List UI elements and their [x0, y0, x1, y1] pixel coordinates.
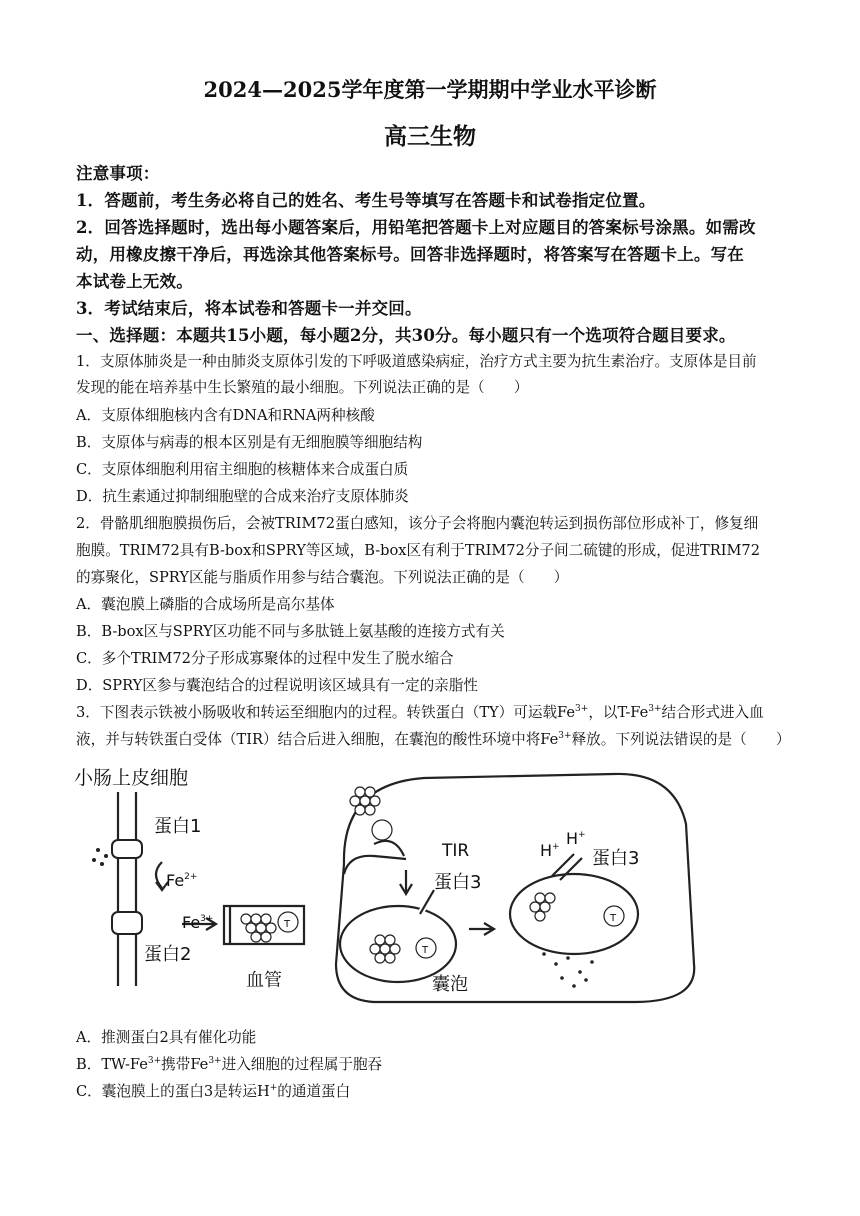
- label-h-2: H+: [566, 829, 586, 848]
- protein-2: [112, 912, 142, 934]
- q2-stem-line-2: 胞膜。TRIM72具有B-box和SPRY等区域，B-box区有利于TRIM72分子间二硫键的形成，促进TRIM72: [76, 542, 760, 559]
- label-t-vesicle-2: T: [610, 913, 617, 924]
- q3-stem-line-1: 3．下图表示铁被小肠吸收和转运至细胞内的过程。转铁蛋白（TY）可运载$Fe^{3+}$，以$T-Fe^{3+}$结合形式进入血: [76, 704, 764, 721]
- label-tir: TIR: [442, 841, 470, 861]
- label-t-vesicle-1: T: [422, 945, 429, 956]
- q3-option-c: C．囊泡膜上的蛋白3是转运H+的通道蛋白: [76, 1083, 351, 1100]
- tir-receptor: [374, 841, 404, 856]
- q3-option-a: A．推测蛋白2具有催化功能: [76, 1029, 257, 1046]
- label-protein-3-vesicle-1: 蛋白3: [434, 872, 482, 893]
- notice-item-2-line-2: 动，用橡皮擦干净后，再选涂其他答案标号。回答非选择题时，将答案写在答题卡上。写在: [76, 245, 744, 264]
- notice-item-2-line-3: 本试卷上无效。: [76, 272, 193, 291]
- q2-stem-line-1: 2．骨骼肌细胞膜损伤后，会被TRIM72蛋白感知，该分子会将胞内囊泡转运到损伤部位形成补丁，修复细: [76, 515, 759, 532]
- label-vesicle: 囊泡: [432, 974, 468, 995]
- notice-item-1: 1．答题前，考生务必将自己的姓名、考生号等填写在答题卡和试卷指定位置。: [76, 191, 656, 210]
- q1-option-a: A．支原体细胞核内含有DNA和RNA两种核酸: [76, 407, 375, 424]
- q1-stem-line-2: 发现的能在培养基中生长繁殖的最小细胞。下列说法正确的是（ ）: [76, 379, 529, 396]
- protein-3-channel: [552, 854, 574, 876]
- q1-option-b: B．支原体与病毒的根本区别是有无细胞膜等细胞结构: [76, 434, 423, 451]
- label-protein-1: 蛋白1: [154, 816, 202, 837]
- label-fe2: $Fe^{2+}$: [166, 871, 198, 890]
- q3-stem-line-2: 液，并与转铁蛋白受体（TIR）结合后进入细胞，在囊泡的酸性环境中将$Fe^{3+}$释放。下列说法错误的是（ ）: [76, 731, 791, 748]
- exam-subject: 高三生物: [384, 123, 476, 150]
- q1-option-c: C．支原体细胞利用宿主细胞的核糖体来合成蛋白质: [76, 461, 409, 478]
- section-1-heading: 一、选择题：本题共15小题，每小题2分，共30分。每小题只有一个选项符合题目要求。: [76, 326, 736, 345]
- q2-option-b: B．B-box区与SPRY区功能不同与多肽链上氨基酸的连接方式有关: [76, 623, 505, 640]
- label-h-1: H+: [540, 841, 560, 860]
- notice-heading: 注意事项：: [76, 164, 160, 183]
- q1-option-d: D．抗生素通过抑制细胞壁的合成来治疗支原体肺炎: [76, 488, 409, 505]
- target-cell: [336, 774, 694, 1002]
- q2-option-a: A．囊泡膜上磷脂的合成场所是高尔基体: [76, 596, 335, 613]
- vesicle-1: [340, 906, 456, 982]
- q2-option-d: D．SPRY区参与囊泡结合的过程说明该区域具有一定的亲脂性: [76, 677, 478, 694]
- q3-option-b: B．$TW-Fe^{3+}$携带$Fe^{3+}$进入细胞的过程属于胞吞: [76, 1056, 383, 1073]
- notice-item-2-line-1: 2．回答选择题时，选出每小题答案后，用铅笔把答题卡上对应题目的答案标号涂黑。如需改: [76, 218, 756, 237]
- q1-stem-line-1: 1．支原体肺炎是一种由肺炎支原体引发的下呼吸道感染病症，治疗方式主要为抗生素治疗。支原体是目前: [76, 353, 757, 370]
- q2-option-c: C．多个TRIM72分子形成寡聚体的过程中发生了脱水缩合: [76, 650, 454, 667]
- label-protein-2: 蛋白2: [144, 944, 192, 965]
- label-blood-vessel: 血管: [246, 970, 282, 991]
- exam-title: 2024—2025学年度第一学期期中学业水平诊断: [203, 77, 657, 102]
- protein-1: [112, 840, 142, 858]
- label-protein-3-vesicle-2: 蛋白3: [592, 848, 640, 869]
- notice-item-3: 3．考试结束后，将本试卷和答题卡一并交回。: [76, 299, 422, 318]
- q2-stem-line-3: 的寡聚化，SPRY区能与脂质作用参与结合囊泡。下列说法正确的是（ ）: [76, 569, 569, 586]
- label-intestinal-cell: 小肠上皮细胞: [74, 767, 189, 789]
- iron-absorption-diagram: [74, 764, 790, 1010]
- label-t-vessel: T: [284, 919, 291, 930]
- label-fe3: $Fe^{3+}$: [182, 913, 214, 932]
